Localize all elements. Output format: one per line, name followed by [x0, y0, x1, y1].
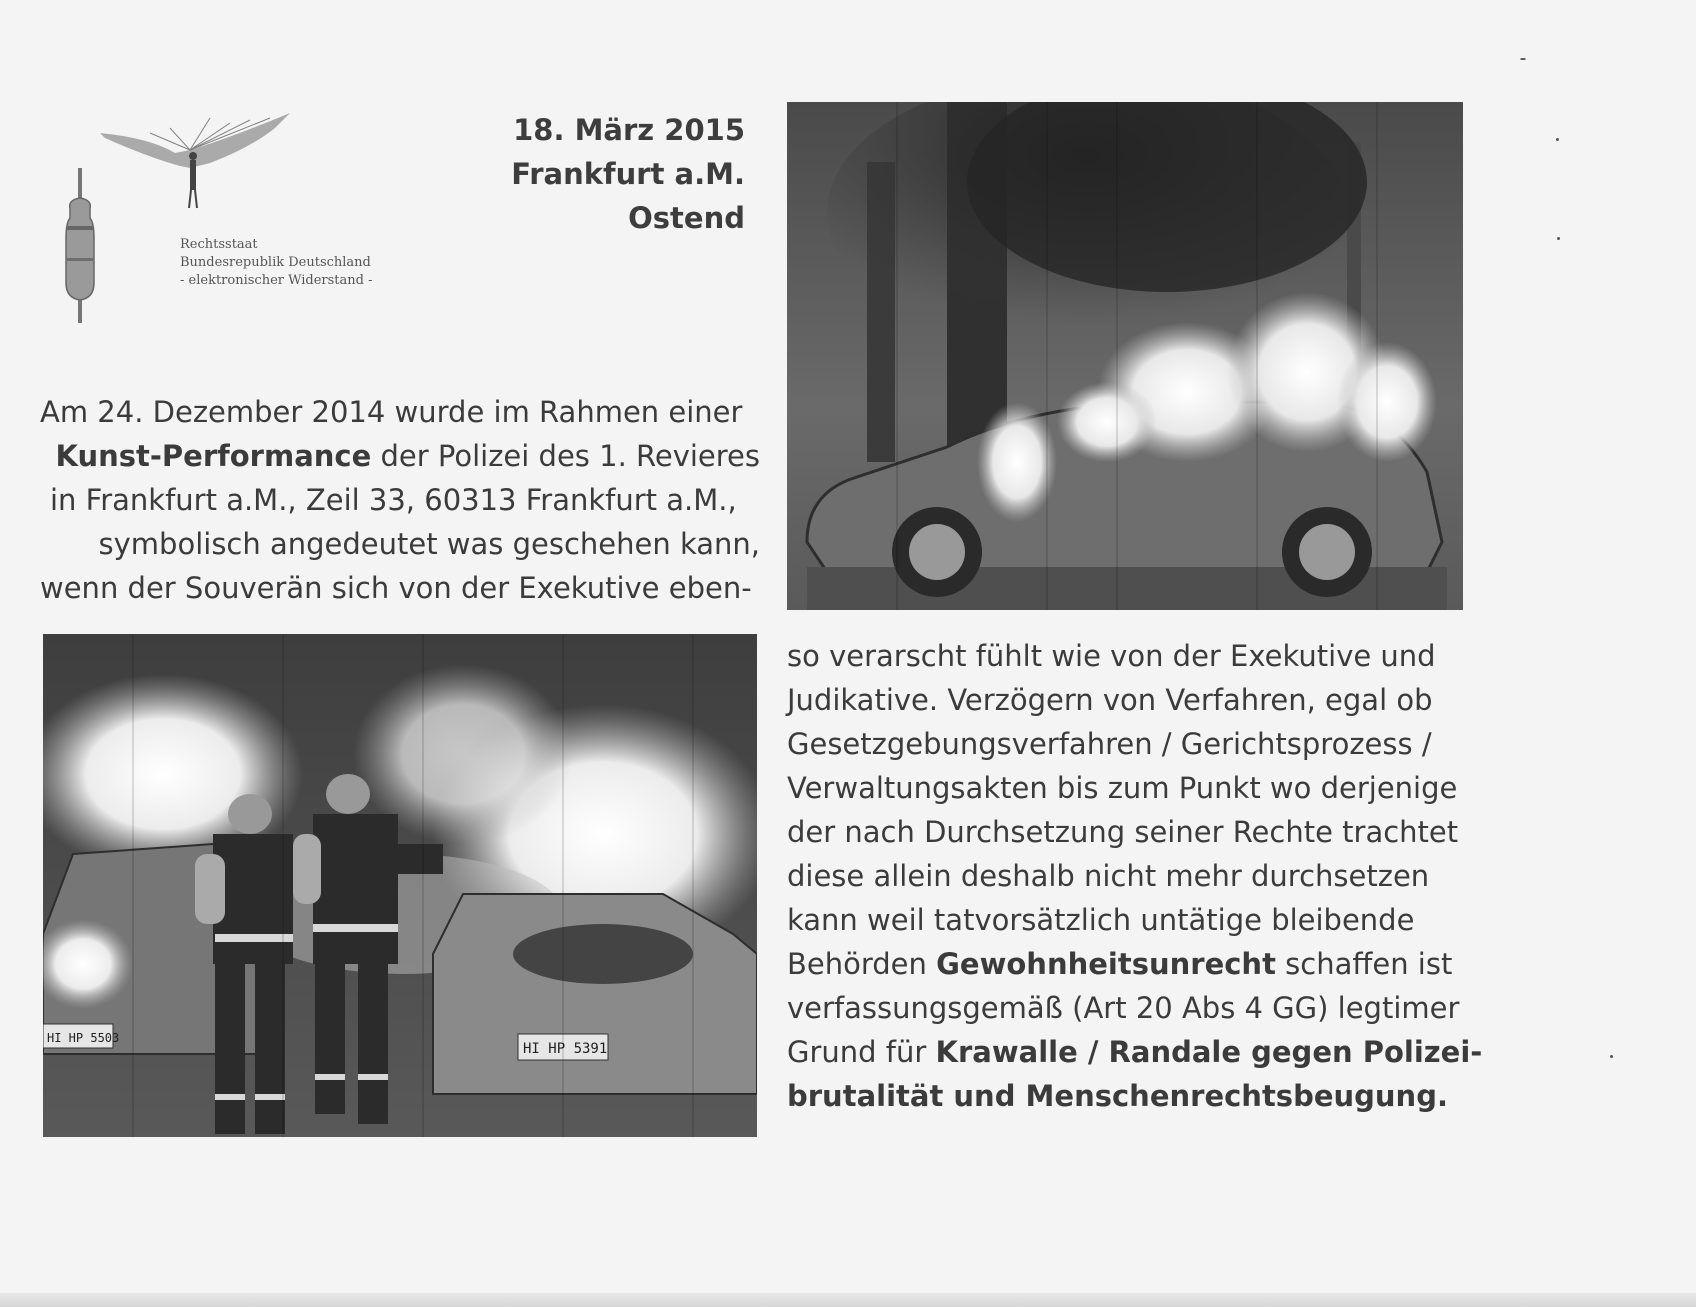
intro-line-3: in Frankfurt a.M., Zeil 33, 60313 Frankfurt a.M., [50, 483, 737, 517]
cont-line-8 [787, 942, 1507, 986]
logo-line-1: Rechtsstaat [180, 237, 258, 252]
cont-line-4: Verwaltungsakten bis zum Punkt wo derjenige [787, 771, 1458, 805]
cont-line-11 [787, 1074, 1507, 1118]
intro-line-1: Am 24. Dezember 2014 wurde im Rahmen einer [40, 395, 743, 429]
cont-line-10a: Grund für [787, 1035, 936, 1069]
flying-man-resistor-logo-icon [60, 108, 360, 328]
scan-speck [1610, 1055, 1613, 1058]
scan-speck [1557, 237, 1560, 240]
cont-line-3: Gesetzgebungsverfahren / Gerichtsprozess / [787, 727, 1432, 761]
cont-line-11-bold: brutalität und Menschenrechtsbeugung. [787, 1079, 1448, 1113]
plate-left: HI HP 5503 [47, 1031, 120, 1045]
intro-line-4: symbolisch angedeutet was geschehen kann, [98, 527, 760, 561]
logo-caption [180, 236, 373, 290]
scan-speck [1520, 58, 1526, 60]
scan-edge [0, 1293, 1696, 1307]
intro-line-2-rest: der Polizei des 1. Revieres [371, 439, 760, 473]
cont-line-5: der nach Durchsetzung seiner Rechte trachtet [787, 815, 1459, 849]
cont-line-6: diese allein deshalb nicht mehr durchsetzen [787, 859, 1430, 893]
intro-line-5: wenn der Souverän sich von der Exekutive eben- [40, 571, 752, 605]
header-date: 18. März 2015 [513, 113, 745, 147]
cont-line-10-bold: Krawalle / Randale gegen Polizei- [935, 1035, 1483, 1069]
cont-line-8-bold: Gewohnheitsunrecht [936, 947, 1276, 981]
plate-right: HI HP 5391 [523, 1041, 608, 1057]
header-district: Ostend [628, 201, 745, 235]
cont-line-2: Judikative. Verzögern von Verfahren, egal ob [787, 683, 1433, 717]
firefighters-photo [43, 634, 757, 1137]
intro-bold-phrase: Kunst-Performance [55, 439, 372, 473]
cont-line-1: so verarscht fühlt wie von der Exekutive und [787, 639, 1436, 673]
continuation-paragraph [787, 634, 1507, 1118]
intro-paragraph [40, 390, 760, 610]
burning-car-photo [787, 102, 1463, 610]
logo-line-3: - elektronischer Widerstand - [180, 273, 373, 288]
cont-line-10 [787, 1030, 1507, 1074]
scan-speck [1556, 138, 1559, 141]
intro-line-2 [40, 434, 760, 478]
logo-line-2: Bundesrepublik Deutschland [180, 255, 371, 270]
cont-line-9: verfassungsgemäß (Art 20 Abs 4 GG) legtimer [787, 991, 1460, 1025]
cont-line-8b: schaffen ist [1275, 947, 1453, 981]
cont-line-8a: Behörden [787, 947, 937, 981]
header-city: Frankfurt a.M. [511, 157, 745, 191]
logo [60, 108, 373, 328]
cont-line-7: kann weil tatvorsätzlich untätige bleibende [787, 903, 1415, 937]
header [511, 108, 745, 240]
